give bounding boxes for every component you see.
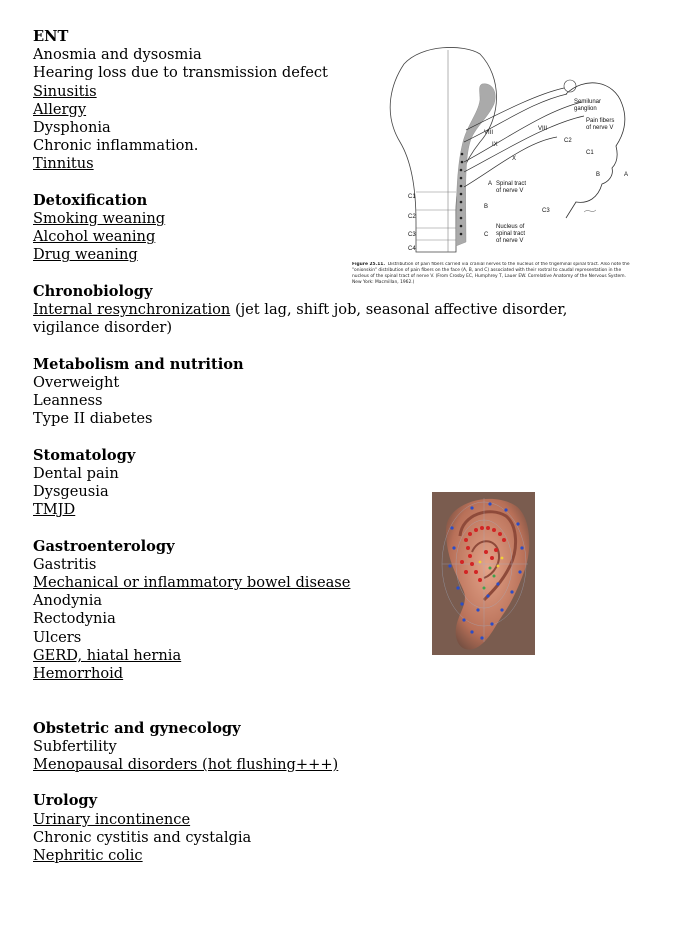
indication-text: Subfertility (33, 737, 117, 755)
label-ix: IX (492, 142, 498, 148)
label-c2: C2 (408, 214, 416, 220)
list-item (33, 410, 593, 428)
indication-link[interactable]: Tinnitus (33, 155, 94, 173)
ear-acupoint-map (432, 492, 535, 655)
indication-text: Anodynia (33, 592, 103, 610)
label-c: C (484, 232, 489, 238)
indication-text: Dental pain (33, 464, 119, 482)
section-obstetric-and-gynecology (33, 720, 593, 775)
indication-text: Anosmia and dysosmia (33, 46, 202, 64)
indication-text: Dysphonia (33, 119, 111, 137)
indication-link[interactable]: Urinary incontinence (33, 810, 191, 828)
list-item (33, 374, 593, 392)
indication-text: Dysgeusia (33, 483, 109, 501)
section-heading: ENT (33, 28, 69, 45)
indication-link[interactable]: Hemorrhoid (33, 665, 124, 683)
section-heading: Stomatology (33, 446, 136, 464)
label-face-c1: C1 (586, 150, 594, 156)
indication-text: Ulcers (33, 628, 82, 646)
indication-link[interactable]: Menopausal disorders (hot flushing+++) (33, 756, 339, 774)
list-item (33, 665, 593, 683)
label-pain-fibers-1: Pain fibers (586, 118, 615, 124)
section-metabolism-and-nutrition (33, 356, 593, 429)
label-face-a: A (624, 172, 629, 178)
list-item (33, 847, 593, 865)
indication-text: Gastritis (33, 555, 97, 573)
section-chronobiology (33, 283, 593, 338)
indication-link[interactable]: Drug weaning (33, 246, 138, 264)
indication-text: Hearing loss due to transmission defect (33, 64, 328, 82)
label-pain-fibers-2: of nerve V (586, 125, 614, 131)
indication-link[interactable]: Alcohol weaning (33, 228, 156, 246)
label-ganglion: ganglion (574, 106, 597, 112)
label-nucleus-3: of nerve V (496, 238, 524, 244)
label-nucleus-1: Nucleus of (496, 224, 525, 230)
indication-text: Type II diabetes (33, 410, 153, 428)
figure-caption-title: Figure 25.11. (352, 262, 386, 267)
indication-text: Chronic cystitis and cystalgia (33, 828, 252, 846)
list-item (33, 756, 593, 774)
indication-link[interactable]: Allergy (33, 100, 87, 118)
label-a: A (488, 181, 493, 187)
section-heading: Detoxification (33, 191, 148, 209)
indication-link[interactable]: Sinusitis (33, 82, 97, 100)
label-c3: C3 (408, 232, 416, 238)
list-item (33, 465, 593, 483)
list-item (33, 829, 593, 847)
indication-detail: (jet lag, shift job, seasonal affective disorder, vigilance disorder) (33, 301, 568, 337)
list-item (33, 392, 593, 410)
trigeminal-pain-pathway-figure (352, 42, 630, 285)
indication-text: Chronic inflammation. (33, 137, 199, 155)
label-viii-a: VIII (484, 130, 494, 136)
indication-link[interactable]: Mechanical or inflammatory bowel disease (33, 574, 351, 592)
section-heading: Obstetric and gynecology (33, 719, 241, 737)
label-c4: C4 (408, 246, 416, 252)
indication-link[interactable]: GERD, hiatal hernia (33, 646, 182, 664)
label-spinal-tract-2: of nerve V (496, 188, 524, 194)
brainstem-diagram (352, 42, 630, 262)
label-semilunar: Semilunar (574, 99, 602, 105)
section-heading: Gastroenterology (33, 537, 175, 555)
section-heading: Chronobiology (33, 282, 153, 300)
list-item (33, 301, 593, 337)
label-x: X (512, 156, 517, 162)
artist-signature (584, 210, 596, 212)
section-heading: Urology (33, 792, 98, 810)
indication-text: Leanness (33, 392, 103, 410)
indication-link[interactable]: Nephritic colic (33, 847, 143, 865)
indication-link[interactable]: Smoking weaning (33, 210, 166, 228)
figure-caption-text: Distribution of pain fibers carried via cranial nerves to the nucleus of the trigeminal spinal tract. Also note the "onionskin" distribution of pain fibers on the face (A, B, and C) associated with their rostral to caudal representation in the nucleus of the spinal tract of nerve V. (From Crosby EC, Humphrey T, Lauer EW. Correlative Anatomy of the Nervous System. New York: Macmillan, 1962.) (352, 262, 630, 284)
section-heading: Metabolism and nutrition (33, 355, 244, 373)
indication-text: Overweight (33, 373, 120, 391)
label-face-c3: C3 (542, 208, 550, 214)
label-spinal-tract-1: Spinal tract (496, 181, 527, 187)
label-viii-b: VIII (538, 126, 548, 132)
label-face-b: B (596, 172, 601, 178)
label-face-c2: C2 (564, 138, 572, 144)
label-b: B (484, 204, 489, 210)
list-item (33, 738, 593, 756)
auricular-points-photo (432, 492, 535, 655)
indication-link[interactable]: TMJD (33, 501, 76, 519)
figure-caption (352, 262, 630, 284)
section-urology (33, 792, 593, 865)
list-item (33, 811, 593, 829)
label-nucleus-2: spinal tract (496, 231, 526, 237)
indication-link[interactable]: Internal resynchronization (33, 301, 231, 319)
label-c1: C1 (408, 194, 416, 200)
indication-text: Rectodynia (33, 610, 116, 628)
